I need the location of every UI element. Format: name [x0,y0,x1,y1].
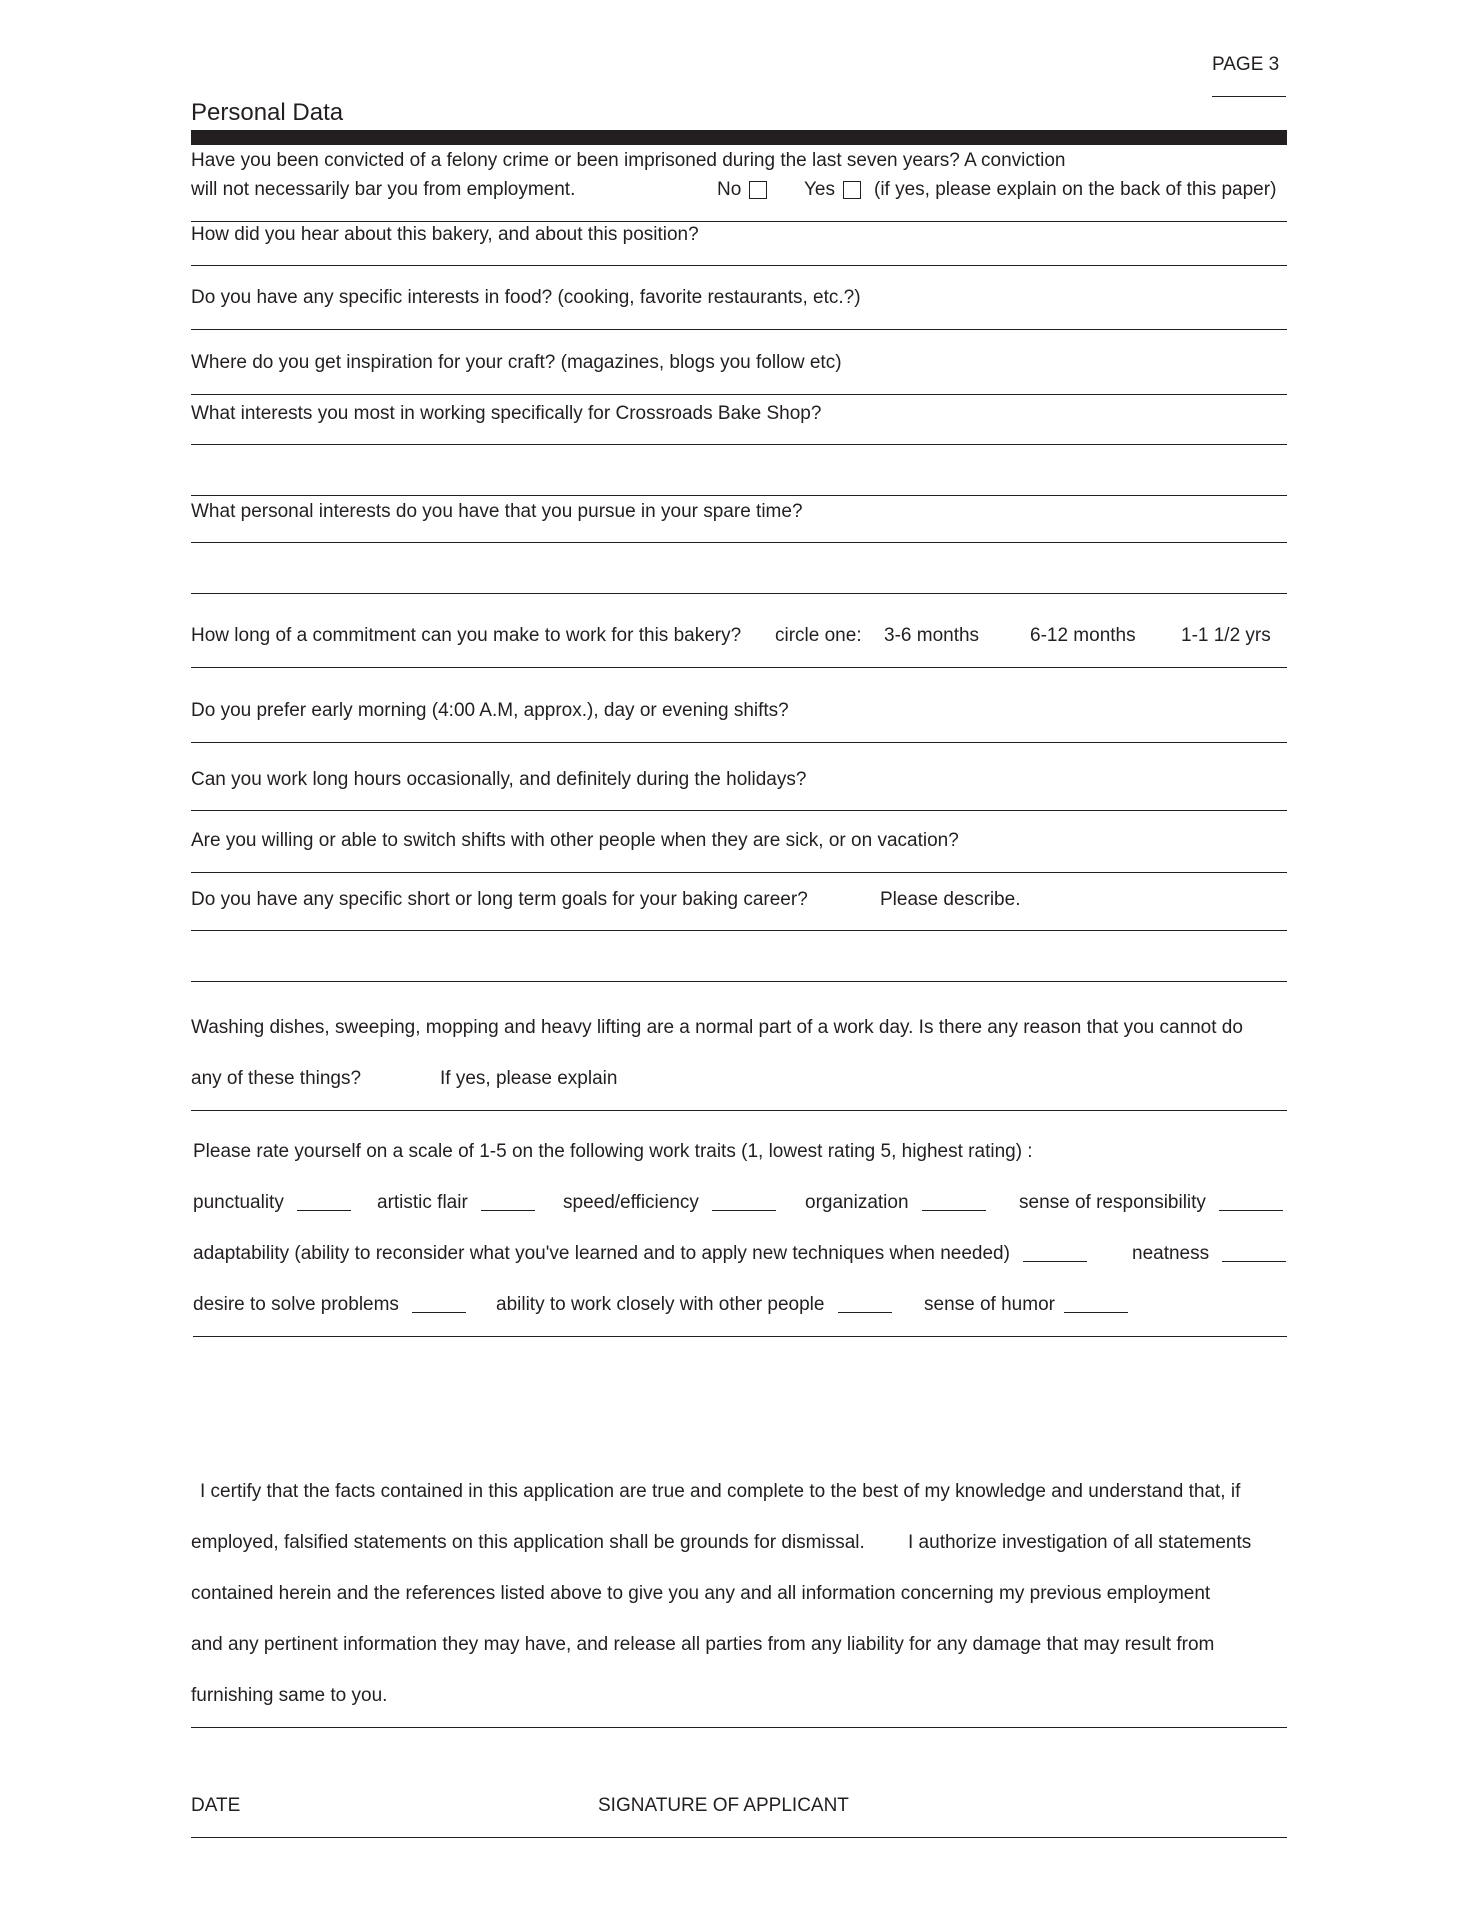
rating-responsibility-blank[interactable] [1219,1192,1283,1211]
rating-responsibility-label: sense of responsibility [1019,1192,1206,1213]
question-physical-line1: Washing dishes, sweeping, mopping and heavy lifting are a normal part of a work day. Is there any reason that you cannot do [191,1017,1243,1038]
felony-no-option[interactable] [717,179,767,201]
felony-no-checkbox[interactable] [749,181,767,199]
question-shifts: Do you prefer early morning (4:00 A.M, approx.), day or evening shifts? [191,700,789,721]
answer-line-food-interests[interactable] [191,329,1287,330]
answer-line-inspiration[interactable] [191,394,1287,395]
rating-organization-label: organization [805,1192,909,1213]
answer-line-shifts[interactable] [191,742,1287,743]
answer-line-hear-about[interactable] [191,265,1287,266]
answer-line-physical[interactable] [191,1110,1287,1111]
rating-speed-blank[interactable] [712,1192,776,1211]
rating-speed [563,1192,776,1214]
question-food-interests: Do you have any specific interests in food? (cooking, favorite restaurants, etc.?) [191,287,861,308]
rating-responsibility [1019,1192,1283,1214]
divider [191,1727,1287,1728]
date-label: DATE [191,1795,241,1816]
rating-adaptability [193,1243,1087,1265]
answer-line-spare-time-1[interactable] [191,542,1287,543]
certification-line3: contained herein and the references listed above to give you any and all information concerning my previous employment [191,1583,1211,1604]
circle-one-label: circle one: [775,625,862,646]
answer-line-why-crossroads-1[interactable] [191,444,1287,445]
answer-line-goals-1[interactable] [191,930,1287,931]
divider [191,221,1287,222]
felony-question-line1: Have you been convicted of a felony crime or been imprisoned during the last seven years? A conviction [191,150,1066,171]
rating-organization-blank[interactable] [922,1192,986,1211]
answer-line-switch-shifts[interactable] [191,872,1287,873]
answer-line-long-hours[interactable] [191,810,1287,811]
rating-artistic-flair-label: artistic flair [377,1192,468,1213]
ratings-intro: Please rate yourself on a scale of 1-5 on the following work traits (1, lowest rating 5, highest rating) : [193,1141,1033,1162]
question-physical-line2: any of these things? [191,1068,362,1089]
question-long-hours: Can you work long hours occasionally, and definitely during the holidays? [191,769,807,790]
rating-teamwork-label: ability to work closely with other people [496,1294,825,1315]
rating-neatness-blank[interactable] [1222,1243,1286,1262]
page-number: PAGE 3 [1212,54,1280,75]
answer-line-why-crossroads-2[interactable] [191,495,1287,496]
rating-humor-label: sense of humor [924,1294,1055,1315]
answer-line-spare-time-2[interactable] [191,593,1287,594]
physical-explain-label: If yes, please explain [440,1068,618,1089]
question-spare-time: What personal interests do you have that you pursue in your spare time? [191,501,803,522]
section-title: Personal Data [191,99,344,126]
divider [193,1336,1287,1337]
rating-humor-blank[interactable] [1064,1294,1128,1313]
rating-punctuality-label: punctuality [193,1192,284,1213]
rating-artistic-flair [377,1192,535,1214]
rating-punctuality-blank[interactable] [297,1192,351,1211]
felony-note: (if yes, please explain on the back of this paper) [874,179,1277,200]
rating-adaptability-blank[interactable] [1023,1243,1087,1262]
question-goals: Do you have any specific short or long term goals for your baking career? [191,889,808,910]
question-why-crossroads: What interests you most in working specifically for Crossroads Bake Shop? [191,403,822,424]
divider [191,667,1287,668]
rating-teamwork-blank[interactable] [838,1294,892,1313]
felony-yes-checkbox[interactable] [843,181,861,199]
question-commitment: How long of a commitment can you make to work for this bakery? [191,625,742,646]
certification-line2a: employed, falsified statements on this application shall be grounds for dismissal. [191,1532,865,1553]
rating-punctuality [193,1192,351,1214]
question-hear-about: How did you hear about this bakery, and about this position? [191,224,699,245]
question-switch-shifts: Are you willing or able to switch shifts with other people when they are sick, or on vacation? [191,830,959,851]
answer-line-goals-2[interactable] [191,981,1287,982]
rating-neatness [1132,1243,1286,1265]
felony-question-line2: will not necessarily bar you from employment. [191,179,576,200]
certification-line5: furnishing same to you. [191,1685,388,1706]
felony-no-label: No [717,179,742,200]
signature-label: SIGNATURE OF APPLICANT [598,1795,849,1816]
commitment-option-3-6-months[interactable]: 3-6 months [884,625,980,646]
goals-describe-label: Please describe. [880,889,1021,910]
rating-teamwork [496,1294,892,1316]
question-inspiration: Where do you get inspiration for your craft? (magazines, blogs you follow etc) [191,352,842,373]
section-title-bar [191,130,1287,145]
rating-humor [924,1294,1128,1316]
rating-problems [193,1294,466,1316]
rating-problems-label: desire to solve problems [193,1294,399,1315]
rating-adaptability-label: adaptability (ability to reconsider what you've learned and to apply new techniques when needed) [193,1243,1010,1264]
certification-line4: and any pertinent information they may have, and release all parties from any liability for any damage that may result from [191,1634,1215,1655]
certification-line2b: I authorize investigation of all statements [908,1532,1252,1553]
rating-artistic-flair-blank[interactable] [481,1192,535,1211]
felony-yes-label: Yes [804,179,835,200]
rating-problems-blank[interactable] [412,1294,466,1313]
commitment-option-6-12-months[interactable]: 6-12 months [1030,625,1136,646]
rating-organization [805,1192,986,1214]
page-number-rule [1212,96,1286,97]
commitment-option-1-1-5-yrs[interactable]: 1-1 1/2 yrs [1181,625,1271,646]
rating-speed-label: speed/efficiency [563,1192,699,1213]
rating-neatness-label: neatness [1132,1243,1210,1264]
signature-line[interactable] [191,1837,1287,1838]
certification-line1: I certify that the facts contained in this application are true and complete to the best of my knowledge and understand that, if [200,1481,1241,1502]
felony-yes-option[interactable] [804,179,861,201]
